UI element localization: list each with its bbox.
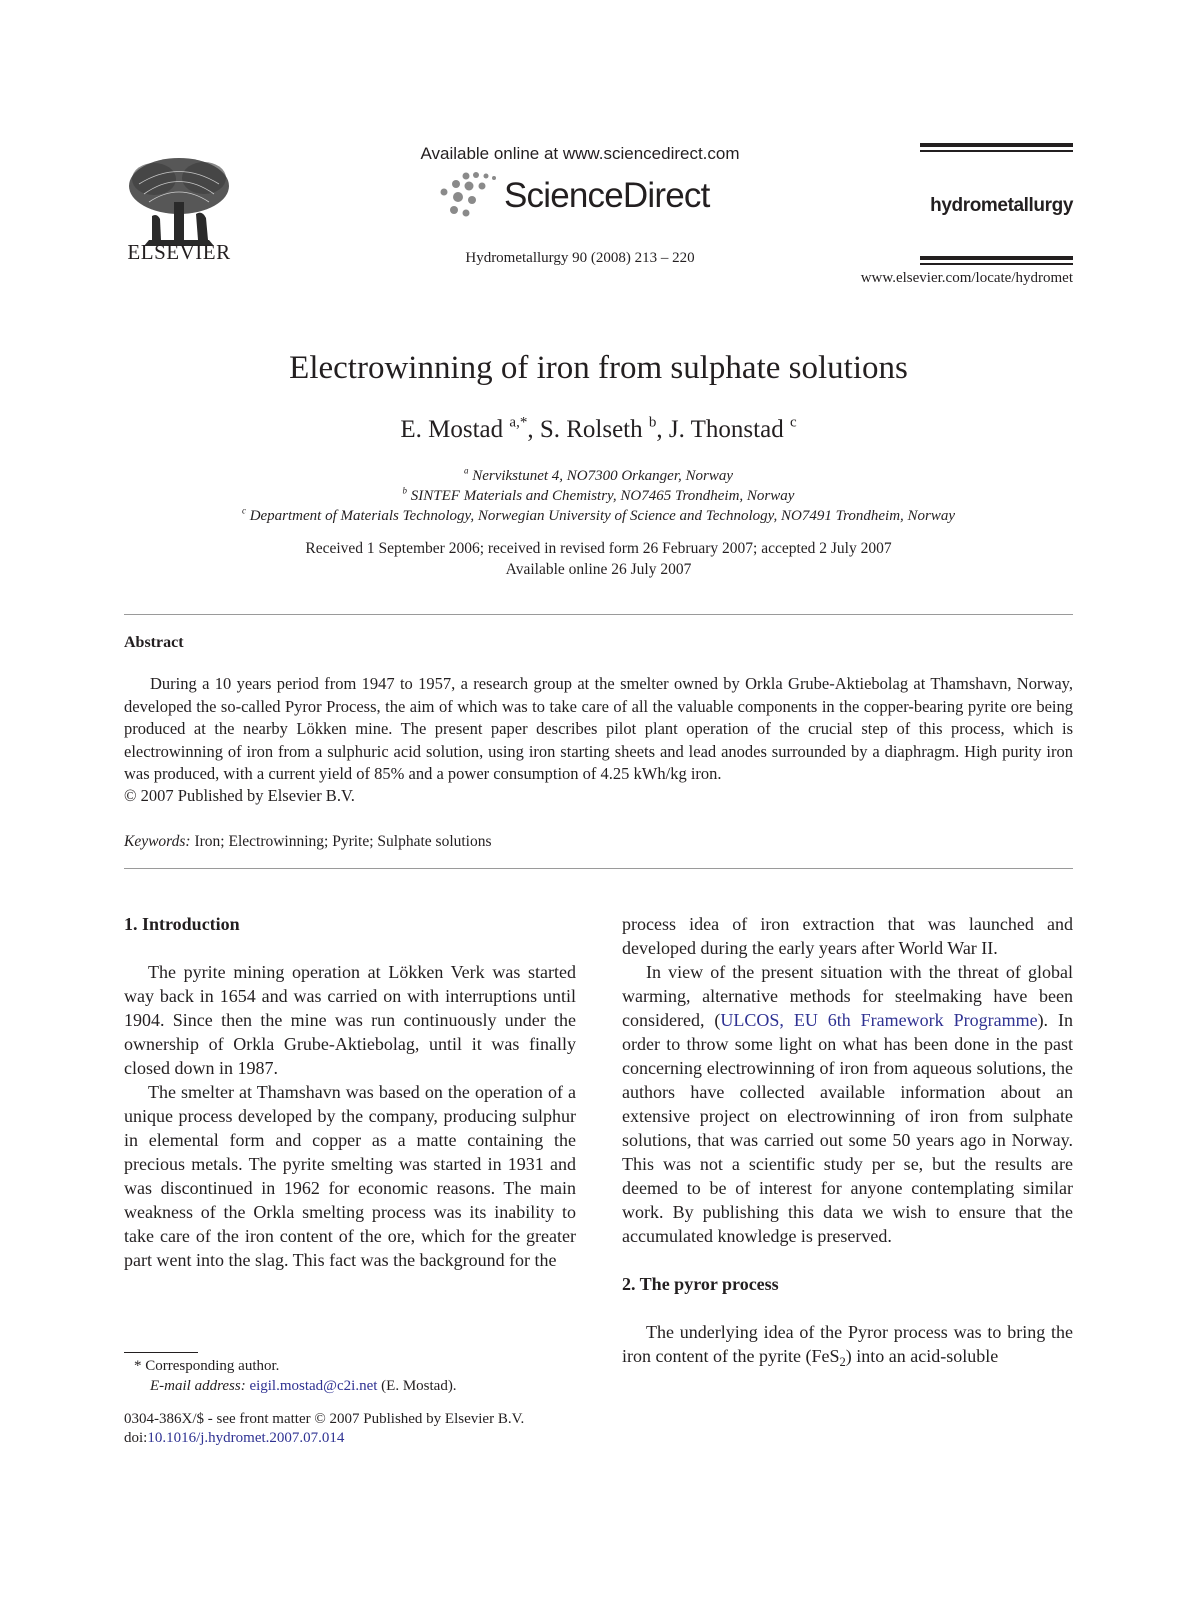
footnote-text: Corresponding author.: [145, 1358, 280, 1374]
paragraph-text: ) into an acid-soluble: [845, 1346, 999, 1366]
journal-url: www.elsevier.com/locate/hydromet: [860, 270, 1073, 286]
received-dates: Received 1 September 2006; received in revised form 26 February 2007; accepted 2 July 2007: [305, 540, 892, 557]
affiliation-text: SINTEF Materials and Chemistry, NO7465 Trondheim, Norway: [410, 488, 795, 504]
author-name: E. Mostad: [400, 416, 504, 443]
section-divider: [124, 614, 1073, 615]
available-online-date: Available online 26 July 2007: [505, 561, 692, 578]
journal-brand: hydrometallurgy: [930, 195, 1073, 216]
section-heading: 2. The pyror process: [622, 1274, 779, 1294]
paragraph: [622, 960, 1073, 1248]
author-affiliation-mark: c: [789, 414, 797, 431]
sciencedirect-dots-icon: [436, 170, 502, 220]
paragraph: process idea of iron extraction that was launched and developed during the early years after World War II.: [622, 914, 1073, 958]
affiliation-text: Nervikstunet 4, NO7300 Orkanger, Norway: [472, 468, 734, 484]
section-divider: [124, 868, 1073, 869]
affiliation: [124, 465, 1073, 485]
affiliation-key: c: [241, 505, 246, 516]
footnote-rule: [124, 1352, 198, 1353]
doi-link[interactable]: 10.1016/j.hydromet.2007.07.014: [147, 1430, 345, 1446]
article-title: Electrowinning of iron from sulphate solutions: [289, 350, 908, 386]
email-owner: (E. Mostad).: [381, 1378, 457, 1394]
journal-brand-rule: [920, 256, 1073, 260]
author-affiliation-mark: a,*: [509, 414, 528, 431]
journal-brand-rule: [920, 143, 1073, 147]
available-online-banner: Available online at www.sciencedirect.com: [420, 144, 740, 163]
paragraph: The pyrite mining operation at Lökken Verk was started way back in 1654 and was carried on with interruptions until 1904. Since then the mine was run continuously under the ownership of Orkla Grube-Aktiebolag, until it was finally closed down in 1987.: [124, 962, 576, 1078]
email-label: E-mail address:: [150, 1378, 246, 1394]
front-matter-note: 0304-386X/$ - see front matter © 2007 Published by Elsevier B.V.: [124, 1411, 525, 1427]
doi-line: [124, 1430, 344, 1447]
ulcos-reference-link[interactable]: ULCOS, EU 6th Framework Programme: [720, 1010, 1038, 1030]
author-affiliation-mark: b: [648, 414, 657, 431]
body-column-right: [622, 912, 1073, 1368]
keywords: [124, 833, 492, 851]
body-column-left: [124, 912, 576, 1272]
affiliation: [124, 485, 1073, 505]
email-link[interactable]: eigil.mostad@c2i.net: [249, 1378, 378, 1394]
abstract-heading: Abstract: [124, 634, 184, 651]
journal-brand-rule: [920, 150, 1073, 152]
author-separator: ,: [527, 416, 540, 443]
abstract-body: During a 10 years period from 1947 to 1957, a research group at the smelter owned by Orkla Grube-Aktiebolag at Thamshavn, Norway, developed the so-called Pyror Process, the aim of which was to take care of all the valuable components in the copper-bearing pyrite ore being produced at the nearby Lökken mine. The present paper describes pilot plant operation of the crucial step of this process, which is electrowinning of iron from a sulphuric acid solution, using iron starting sheets and lead anodes surrounded by a diaphragm. High purity iron was produced, with a current yield of 85% and a power consumption of 4.25 kWh/kg iron.: [124, 674, 1073, 783]
author-name: J. Thonstad: [668, 416, 784, 443]
affiliation-key: a: [463, 465, 469, 476]
sciencedirect-wordmark: ScienceDirect: [504, 176, 710, 215]
author-name: S. Rolseth: [539, 416, 643, 443]
elsevier-wordmark: ELSEVIER: [127, 240, 231, 264]
author-separator: ,: [656, 416, 669, 443]
keywords-label: Keywords:: [124, 833, 191, 850]
email-note: [150, 1378, 457, 1395]
paragraph-text: The underlying idea of the Pyror process was to bring the iron content of the pyrite (FeS: [622, 1322, 1073, 1366]
affiliation-text: Department of Materials Technology, Norwegian University of Science and Technology, NO7491 Trondheim, Norway: [249, 508, 956, 524]
paragraph: [622, 1320, 1073, 1368]
subscript: 2: [839, 1354, 846, 1369]
journal-brand-rule: [920, 263, 1073, 265]
paragraph-text: ). In order to throw some light on what has been done in the past concerning electrowinning of iron from aqueous solutions, the authors have collected available information about an extensive project on electrowinning of iron from sulphate solutions, that was carried out some 50 years ago in Norway. This was not a scientific study per se, but the results are deemed to be of interest for anyone contemplating similar work. By publishing this data we wish to ensure that the accumulated knowledge is preserved.: [622, 1010, 1073, 1246]
affiliation-key: b: [402, 485, 408, 496]
affiliation: [124, 505, 1073, 525]
abstract-copyright: © 2007 Published by Elsevier B.V.: [124, 786, 355, 805]
keywords-list: Iron; Electrowinning; Pyrite; Sulphate solutions: [194, 833, 492, 850]
section-heading: 1. Introduction: [124, 914, 240, 934]
doi-label: doi:: [124, 1430, 148, 1446]
author-list: [124, 416, 1073, 444]
corresponding-author-note: [134, 1358, 279, 1375]
journal-citation: Hydrometallurgy 90 (2008) 213 – 220: [465, 250, 695, 266]
paragraph-text: In view of the present situation with the threat of global warming, alternative methods for steelmaking have been considered, (: [622, 962, 1073, 1030]
footnote-mark: *: [134, 1358, 142, 1374]
paragraph: The smelter at Thamshavn was based on the operation of a unique process developed by the company, producing sulphur in elemental form and copper as a matte containing the precious metals. The pyrite smelting was started in 1931 and was discontinued in 1962 for economic reasons. The main weakness of the Orkla smelting process was its inability to take care of the iron content of the ore, which for the greater part went into the slag. This fact was the background for the: [124, 1082, 576, 1270]
